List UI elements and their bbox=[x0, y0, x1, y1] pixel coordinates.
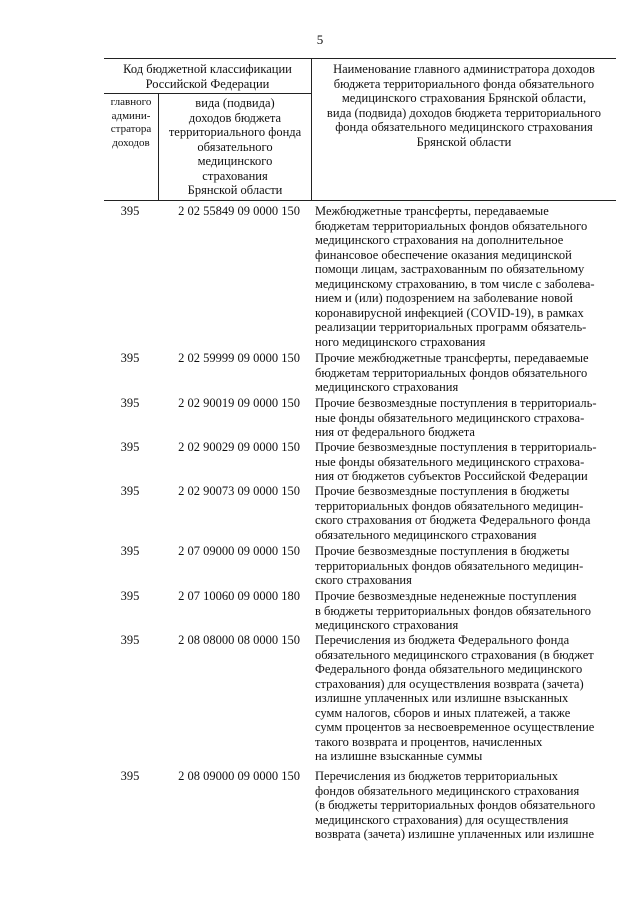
income-name: Прочие безвозмездные поступления в территориаль- ные фонды обязательного медицинского страхова- ния от бюджетов субъектов Российской Федерации bbox=[315, 440, 597, 483]
income-type-header: вида (подвида) доходов бюджета территориального фонда обязательного медицинского страхования Брянской области bbox=[168, 96, 302, 197]
income-code: 2 02 59999 09 0000 150 bbox=[178, 351, 300, 365]
income-name: Прочие безвозмездные поступления в бюджеты территориальных фондов обязательного медицин- ского страхования от бюджета Федерального фонда обязательного медицинского страхования bbox=[315, 484, 591, 542]
income-code: 2 02 90029 09 0000 150 bbox=[178, 440, 300, 454]
income-code: 2 02 90019 09 0000 150 bbox=[178, 396, 300, 410]
header-bottom-rule bbox=[104, 200, 616, 201]
table-header bbox=[0, 0, 640, 210]
income-name: Перечисления из бюджетов территориальных фондов обязательного медицинского страхования (в бюджеты территориальных фондов обязательного медицинского страхования) для осуществления возврата (зачета) излишне уплаченных или излишне bbox=[315, 769, 596, 841]
page-number: 5 bbox=[316, 32, 324, 47]
admin-code: 395 bbox=[120, 484, 140, 498]
name-header: Наименование главного администратора доходов бюджета территориального фонда обязательного медицинского страхования Брянской области, вида (подвида) доходов бюджета территориального фонда обязательного медицинского страхования Брянской области bbox=[326, 62, 602, 149]
income-name: Прочие межбюджетные трансферты, передаваемые бюджетам территориальных фондов обязательного медицинского страхования bbox=[315, 351, 589, 394]
header-top-rule bbox=[104, 58, 616, 59]
admin-code: 395 bbox=[120, 544, 140, 558]
income-code: 2 02 55849 09 0000 150 bbox=[178, 204, 300, 218]
income-name: Прочие безвозмездные поступления в бюджеты территориальных фондов обязательного медицин- ского страхования bbox=[315, 544, 584, 587]
classification-title: Код бюджетной классификации Российской Федерации bbox=[123, 62, 292, 91]
admin-code: 395 bbox=[120, 204, 140, 218]
income-name: Межбюджетные трансферты, передаваемые бюджетам территориальных фондов обязательного медицинского страхования на дополнительное финансовое обеспечение оказания медицинской помощи лицам, застрахованным по обязательному медицинскому страхованию, в том числе с заболева- нием и (или) подозрением на заболевание новой коронавирусной инфекцией (COVID-19), в рамках реализации территориальных программ обязатель- ного медицинского страхования bbox=[315, 204, 595, 349]
income-code: 2 08 08000 08 0000 150 bbox=[178, 633, 300, 647]
admin-code: 395 bbox=[120, 440, 140, 454]
admin-code: 395 bbox=[120, 633, 140, 647]
income-code: 2 02 90073 09 0000 150 bbox=[178, 484, 300, 498]
admin-code: 395 bbox=[120, 396, 140, 410]
header-mid-rule bbox=[104, 93, 312, 94]
income-name: Прочие безвозмездные неденежные поступления в бюджеты территориальных фондов обязательного медицинского страхования bbox=[315, 589, 592, 632]
income-code: 2 08 09000 09 0000 150 bbox=[178, 769, 300, 783]
admin-code: 395 bbox=[120, 351, 140, 365]
admin-code-header: главного админи- стратора доходов bbox=[110, 96, 152, 149]
income-name: Прочие безвозмездные поступления в территориаль- ные фонды обязательного медицинского страхова- ния от федерального бюджета bbox=[315, 396, 597, 439]
admin-code: 395 bbox=[120, 589, 140, 603]
income-code: 2 07 10060 09 0000 180 bbox=[178, 589, 300, 603]
admin-code: 395 bbox=[120, 769, 140, 783]
income-code: 2 07 09000 09 0000 150 bbox=[178, 544, 300, 558]
income-name: Перечисления из бюджета Федерального фонда обязательного медицинского страхования (в бюджет Федерального фонда обязательного медицинского страхования) для осуществления возврата (зачета) излишне уплаченных или излишне взысканных сумм налогов, сборов и иных платежей, а также сумм процентов за несвоевременное осуществление такого возврата и процентов, начисленных на излишне взысканные суммы bbox=[315, 633, 595, 763]
